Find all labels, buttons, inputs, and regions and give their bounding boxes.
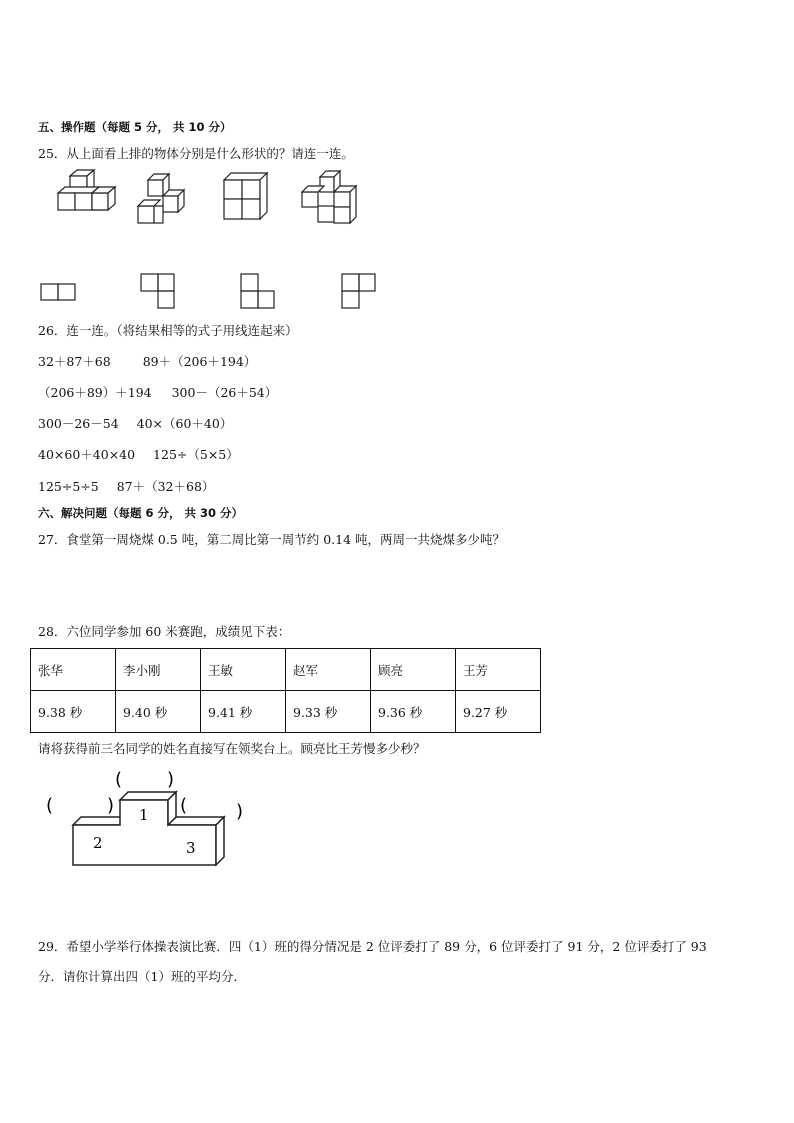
q26-right-1: 89＋（206＋194） — [142, 354, 257, 369]
name-cell: 顾亮 — [371, 649, 456, 691]
podium-side — [216, 817, 224, 865]
name-cell: 王敏 — [201, 649, 286, 691]
cube-object-2 — [138, 174, 184, 223]
podium-number-1: 1 — [139, 806, 149, 824]
q26-row-5 — [38, 479, 214, 495]
q26-right-3: 40×（60＋40） — [136, 416, 233, 431]
section6-title: 六、解决问题（每题 6 分， 共 30 分） — [38, 506, 244, 520]
paren-first-close: ) — [167, 769, 175, 790]
q26-right-4: 125÷（5×5） — [153, 447, 239, 462]
cube-object-4 — [302, 171, 356, 223]
view-shapes-figure — [38, 270, 388, 312]
table-row-times — [31, 691, 541, 733]
paren-third-open: ( — [180, 795, 188, 816]
paren-second-open: ( — [46, 795, 54, 816]
cube-object-3 — [224, 173, 267, 219]
podium-figure — [40, 765, 260, 870]
time-cell: 9.33 秒 — [286, 691, 371, 733]
q26-left-2: （206＋89）＋194 — [38, 385, 152, 400]
paren-second-close: ) — [107, 795, 115, 816]
name-cell: 赵军 — [286, 649, 371, 691]
q25-text: 25．从上面看上排的物体分别是什么形状的？请连一连。 — [38, 146, 354, 161]
cube-object-1 — [58, 170, 115, 210]
name-cell: 王芳 — [456, 649, 541, 691]
cube-objects-figure — [50, 168, 370, 228]
q26-right-5: 87＋（32＋68） — [116, 479, 215, 494]
q26-row-4 — [38, 447, 239, 463]
view-shape-2 — [141, 274, 174, 308]
time-cell: 9.41 秒 — [201, 691, 286, 733]
time-cell: 9.27 秒 — [456, 691, 541, 733]
podium-number-3: 3 — [186, 839, 196, 857]
race-results-table — [30, 648, 541, 733]
q27-text: 27．食堂第一周烧煤 0.5 吨，第二周比第一周节约 0.14 吨，两周一共烧煤多少吨？ — [38, 532, 506, 547]
podium-top-first — [120, 792, 176, 800]
q26-text: 26．连一连。（将结果相等的式子用线连起来） — [38, 323, 298, 338]
q26-row-2 — [38, 385, 277, 401]
q26-left-4: 40×60＋40×40 — [38, 447, 136, 462]
time-cell: 9.36 秒 — [371, 691, 456, 733]
q26-row-3 — [38, 416, 232, 432]
time-cell: 9.40 秒 — [116, 691, 201, 733]
table-row-names — [31, 649, 541, 691]
podium-top-third — [168, 817, 224, 825]
q26-left-1: 32＋87＋68 — [38, 354, 111, 369]
q28-question: 请将获得前三名同学的姓名直接写在领奖台上。顾亮比王芳慢多少秒？ — [38, 741, 426, 756]
q26-right-2: 300－（26＋54） — [171, 385, 278, 400]
view-shape-1 — [41, 284, 75, 300]
section5-title: 五、操作题（每题 5 分， 共 10 分） — [38, 120, 232, 134]
q26-left-3: 300－26－54 — [38, 416, 119, 431]
name-cell: 李小刚 — [116, 649, 201, 691]
paren-first-open: ( — [115, 769, 123, 790]
q28-text: 28．六位同学参加 60 米赛跑，成绩见下表： — [38, 624, 291, 639]
podium-number-2: 2 — [93, 834, 103, 852]
view-shape-4 — [342, 274, 375, 308]
time-cell: 9.38 秒 — [31, 691, 116, 733]
q29-line1: 29．希望小学举行体操表演比赛．四（1）班的得分情况是 2 位评委打了 89 分，6 位评委打了 91 分，2 位评委打了 93 — [38, 939, 707, 954]
q26-row-1 — [38, 354, 256, 370]
q29-line2: 分．请你计算出四（1）班的平均分． — [38, 969, 246, 984]
name-cell: 张华 — [31, 649, 116, 691]
paren-third-close: ) — [236, 801, 244, 822]
view-shape-3 — [241, 274, 274, 308]
q26-left-5: 125÷5÷5 — [38, 479, 99, 494]
